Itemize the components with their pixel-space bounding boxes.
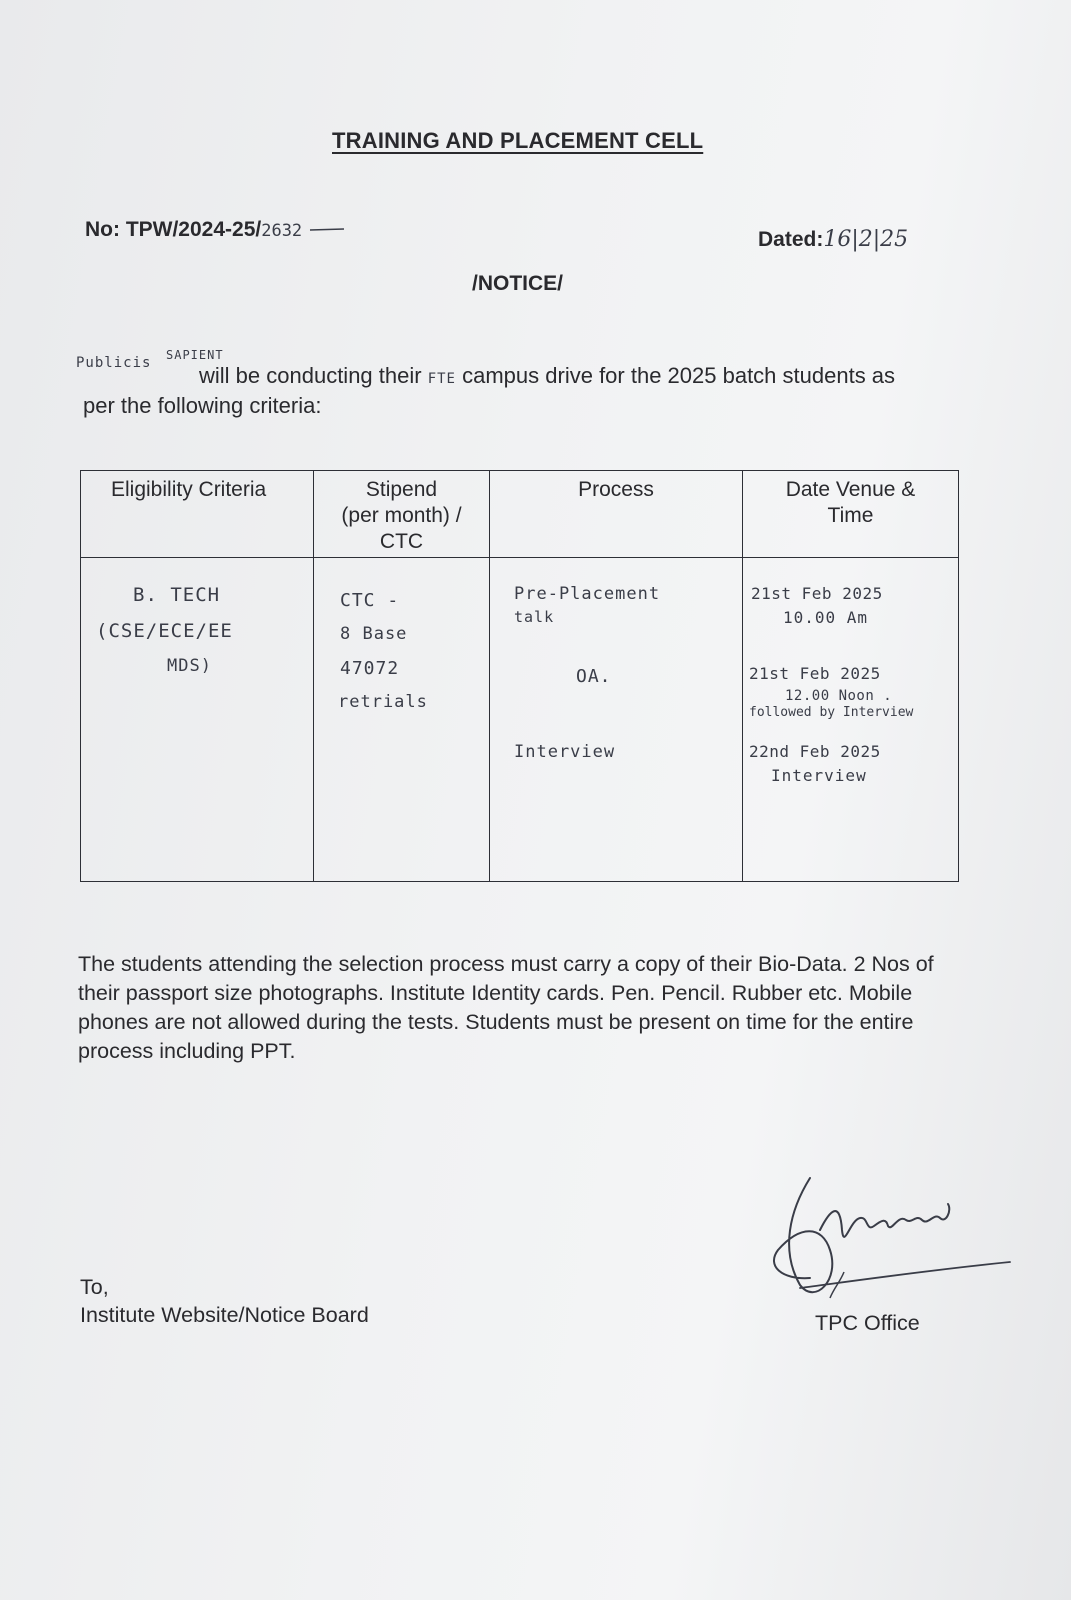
signature-icon (770, 1170, 1020, 1310)
notice-heading: /NOTICE/ (472, 272, 564, 295)
to-recipient: Institute Website/Notice Board (80, 1303, 369, 1327)
company-name-handwritten-2: SAPIENT (166, 348, 224, 362)
header-stipend-line2: (per month) / (341, 504, 462, 527)
process-line3: OA. (576, 666, 612, 687)
date-label: Dated: (758, 228, 824, 251)
drive-type-handwritten: FTE (427, 371, 456, 387)
stipend-line3: 47072 (340, 658, 400, 679)
instructions-paragraph: The students attending the selection process must carry a copy of their Bio-Data. 2 Nos of their passport size photographs. Institute Identity cards. Pen. Pencil. Rubber etc. Mobile phones are not allowed during the tests. Students must be present on time for the entire process including PPT. (78, 952, 934, 1063)
eligibility-cell (81, 558, 314, 882)
stipend-line2: 8 Base (340, 624, 408, 644)
reference-handwritten: 2632 (261, 221, 303, 241)
header-stipend-line3: CTC (379, 530, 424, 553)
date-line7: Interview (771, 766, 867, 785)
date-line4: 12.00 Noon . (785, 688, 893, 704)
process-line2: talk (514, 608, 555, 626)
recipient-block (80, 1273, 369, 1329)
date-line5: followed by Interview (749, 705, 914, 720)
stipend-line4: retrials (338, 692, 428, 712)
criteria-table (80, 470, 959, 882)
company-name-handwritten: Publicis (76, 355, 152, 371)
header-process: Process (490, 471, 743, 558)
process-cell (490, 558, 743, 882)
stipend-line1: CTC - (340, 590, 400, 611)
process-line1: Pre-Placement (514, 584, 661, 604)
date-cell (743, 558, 959, 882)
page-title: TRAINING AND PLACEMENT CELL (332, 128, 704, 153)
date-field (758, 227, 908, 252)
header-date-line2: Time (827, 504, 874, 527)
intro-text (199, 363, 895, 389)
reference-label: No: TPW/2024-25/ (85, 218, 262, 241)
header-stipend (314, 471, 490, 558)
eligibility-line3: MDS) (167, 656, 212, 676)
eligibility-line2: (CSE/ECE/EE (96, 620, 233, 642)
date-line1: 21st Feb 2025 (751, 584, 883, 603)
header-eligibility: Eligibility Criteria (81, 471, 314, 558)
intro-text-after: campus drive for the 2025 batch students as (462, 363, 896, 388)
process-line4: Interview (514, 742, 616, 762)
to-label: To, (80, 1275, 109, 1299)
date-line6: 22nd Feb 2025 (749, 742, 881, 761)
stipend-cell (314, 558, 490, 882)
date-line3: 21st Feb 2025 (749, 664, 881, 683)
reference-number (85, 218, 348, 242)
header-date-line1: Date Venue & (785, 478, 916, 501)
table-row (81, 558, 959, 882)
eligibility-line1: B. TECH (133, 584, 221, 606)
date-line2: 10.00 Am (783, 608, 869, 627)
intro-text-line2: per the following criteria: (83, 393, 322, 418)
intro-text-before: will be conducting their (199, 363, 422, 388)
header-date (743, 471, 959, 558)
reference-dash-mark (308, 226, 348, 234)
header-stipend-line1: Stipend (365, 478, 438, 501)
table-header-row (81, 471, 959, 558)
date-handwritten: 16|2|25 (823, 227, 909, 252)
tpc-office-label: TPC Office (815, 1311, 920, 1335)
